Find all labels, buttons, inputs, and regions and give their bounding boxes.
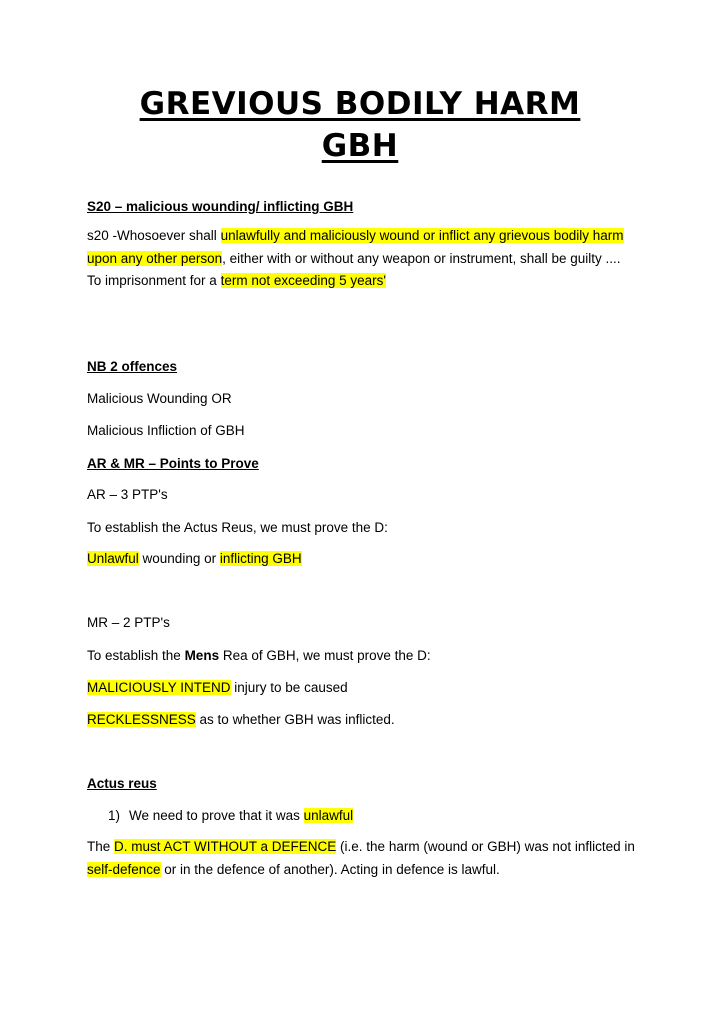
ar-points-line <box>87 548 647 570</box>
offence-item-2: Malicious Infliction of GBH <box>87 423 245 438</box>
nb-heading: NB 2 offences <box>87 359 178 374</box>
list-item-1 <box>108 805 668 827</box>
actus-reus-heading: Actus reus <box>87 776 157 791</box>
ar-mr-heading: AR & MR – Points to Prove <box>87 456 259 471</box>
offence-item-1: Malicious Wounding OR <box>87 391 232 406</box>
mr-reckless-rest: as to whether GBH was inflicted. <box>195 712 395 727</box>
ar-ptp-label: AR – 3 PTP's <box>87 487 168 502</box>
list-item-text: We need to prove that it was <box>129 808 304 823</box>
mr-establish-before: To establish the <box>87 648 185 663</box>
mr-intend-line <box>87 677 647 699</box>
defence-part-1: The <box>87 839 115 854</box>
defence-part-3: or in the defence of another). Acting in defence is lawful. <box>160 861 500 877</box>
defence-part-2: (i.e. the harm (wound or GBH) was not inflicted in <box>336 839 635 854</box>
mr-establish-after: Rea of GBH, we must prove the D: <box>219 648 431 663</box>
mr-establish-text <box>87 645 647 667</box>
s20-heading: S20 – malicious wounding/ inflicting GBH <box>87 199 354 214</box>
s20-text-part-1: s20 -Whosoever shall <box>87 228 221 243</box>
ar-establish-text: To establish the Actus Reus, we must prove the D: <box>87 520 388 535</box>
defence-highlight-2: self-defence <box>87 861 161 877</box>
s20-text-part-2: , either with or without any weapon or instrument, shall be guilty .... To imprisonment for a <box>87 250 621 288</box>
ar-highlight-unlawful: Unlawful <box>87 551 139 566</box>
mr-reckless-line <box>87 709 647 731</box>
mr-intend-rest: injury to be caused <box>230 680 348 695</box>
list-item-highlight: unlawful <box>303 808 354 823</box>
defence-highlight-1: D. must ACT WITHOUT a DEFENCE <box>114 839 337 854</box>
mr-establish-bold: Mens <box>184 648 220 663</box>
ar-text-mid: wounding or <box>138 551 220 566</box>
document-title-line-2: GBH <box>321 128 399 164</box>
ar-highlight-inflicting: inflicting GBH <box>219 551 302 566</box>
s20-paragraph <box>87 225 635 293</box>
mr-highlight-reckless: RECKLESSNESS <box>87 712 196 727</box>
mr-ptp-label: MR – 2 PTP's <box>87 615 170 630</box>
mr-highlight-intend: MALICIOUSLY INTEND <box>87 680 231 695</box>
s20-highlight-1: unlawfully and maliciously wound or inflict any grievous bodily harm upon any other person <box>87 228 624 266</box>
list-item-number: 1) <box>108 808 121 823</box>
defence-paragraph <box>87 836 635 881</box>
s20-highlight-2: term not exceeding 5 years' <box>220 273 386 288</box>
document-title-line-1: GREVIOUS BODILY HARM <box>139 86 581 122</box>
